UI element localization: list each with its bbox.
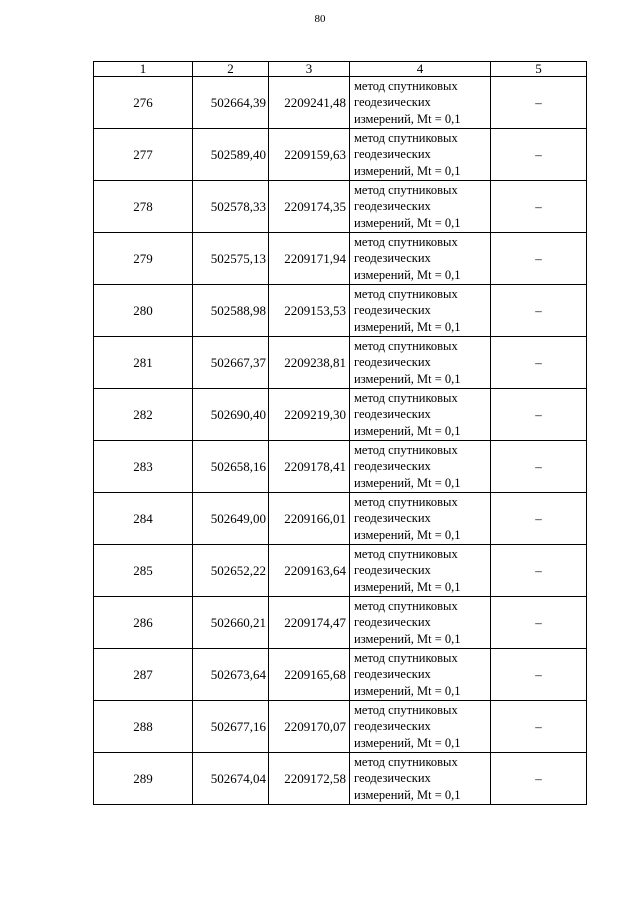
measurement-method	[350, 233, 491, 285]
point-number: 277	[94, 129, 193, 181]
header-col-5: 5	[491, 62, 587, 77]
point-number: 288	[94, 701, 193, 753]
note-cell: –	[491, 649, 587, 701]
table-body	[94, 77, 587, 805]
measurement-method	[350, 649, 491, 701]
method-line: метод спутниковых	[354, 598, 458, 613]
method-line: метод спутниковых	[354, 130, 458, 145]
method-line: геодезических	[354, 303, 431, 318]
measurement-method	[350, 493, 491, 545]
method-line: геодезических	[354, 563, 431, 578]
method-line: измерений, Mt = 0,1	[354, 111, 461, 126]
measurement-method	[350, 597, 491, 649]
header-col-2: 2	[193, 62, 269, 77]
point-number: 281	[94, 337, 193, 389]
note-cell: –	[491, 77, 587, 129]
method-line: измерений, Mt = 0,1	[354, 163, 461, 178]
coordinate-y: 2209171,94	[269, 233, 350, 285]
point-number: 279	[94, 233, 193, 285]
coordinate-x: 502658,16	[193, 441, 269, 493]
method-line: измерений, Mt = 0,1	[354, 215, 461, 230]
point-number: 284	[94, 493, 193, 545]
header-col-1: 1	[94, 62, 193, 77]
measurement-method	[350, 337, 491, 389]
method-line: геодезических	[354, 95, 431, 110]
table-row	[94, 129, 587, 181]
measurement-method	[350, 545, 491, 597]
method-line: геодезических	[354, 407, 431, 422]
measurement-method	[350, 285, 491, 337]
note-cell: –	[491, 233, 587, 285]
point-number: 287	[94, 649, 193, 701]
coordinate-y: 2209174,35	[269, 181, 350, 233]
note-cell: –	[491, 441, 587, 493]
method-line: измерений, Mt = 0,1	[354, 475, 461, 490]
point-number: 289	[94, 753, 193, 805]
method-line: метод спутниковых	[354, 546, 458, 561]
note-cell: –	[491, 545, 587, 597]
coordinate-y: 2209159,63	[269, 129, 350, 181]
note-cell: –	[491, 389, 587, 441]
method-line: метод спутниковых	[354, 182, 458, 197]
note-cell: –	[491, 701, 587, 753]
coordinate-y: 2209153,53	[269, 285, 350, 337]
method-line: измерений, Mt = 0,1	[354, 787, 461, 802]
method-line: геодезических	[354, 199, 431, 214]
coordinate-y: 2209178,41	[269, 441, 350, 493]
page-number: 80	[314, 13, 326, 25]
method-line: метод спутниковых	[354, 78, 458, 93]
coordinate-x: 502660,21	[193, 597, 269, 649]
note-cell: –	[491, 493, 587, 545]
method-line: геодезических	[354, 251, 431, 266]
method-line: измерений, Mt = 0,1	[354, 423, 461, 438]
measurement-method	[350, 753, 491, 805]
note-cell: –	[491, 337, 587, 389]
point-number: 280	[94, 285, 193, 337]
method-line: измерений, Mt = 0,1	[354, 735, 461, 750]
coordinate-x: 502677,16	[193, 701, 269, 753]
measurement-method	[350, 441, 491, 493]
coordinate-x: 502674,04	[193, 753, 269, 805]
method-line: метод спутниковых	[354, 650, 458, 665]
method-line: метод спутниковых	[354, 338, 458, 353]
measurement-method	[350, 129, 491, 181]
point-number: 286	[94, 597, 193, 649]
note-cell: –	[491, 181, 587, 233]
measurement-method	[350, 77, 491, 129]
coordinate-x: 502649,00	[193, 493, 269, 545]
header-col-4: 4	[350, 62, 491, 77]
point-number: 278	[94, 181, 193, 233]
note-cell: –	[491, 285, 587, 337]
method-line: геодезических	[354, 615, 431, 630]
table-row	[94, 389, 587, 441]
table-row	[94, 649, 587, 701]
method-line: измерений, Mt = 0,1	[354, 683, 461, 698]
table-row	[94, 337, 587, 389]
coordinate-x: 502589,40	[193, 129, 269, 181]
method-line: измерений, Mt = 0,1	[354, 631, 461, 646]
point-number: 283	[94, 441, 193, 493]
point-number: 276	[94, 77, 193, 129]
note-cell: –	[491, 597, 587, 649]
method-line: метод спутниковых	[354, 234, 458, 249]
method-line: геодезических	[354, 771, 431, 786]
table-row	[94, 441, 587, 493]
method-line: геодезических	[354, 459, 431, 474]
note-cell: –	[491, 753, 587, 805]
coordinate-y: 2209165,68	[269, 649, 350, 701]
header-col-3: 3	[269, 62, 350, 77]
method-line: геодезических	[354, 511, 431, 526]
note-cell: –	[491, 129, 587, 181]
point-number: 282	[94, 389, 193, 441]
table-row	[94, 285, 587, 337]
coordinate-y: 2209219,30	[269, 389, 350, 441]
coordinate-y: 2209238,81	[269, 337, 350, 389]
table-row	[94, 77, 587, 129]
coordinate-x: 502690,40	[193, 389, 269, 441]
coordinate-y: 2209174,47	[269, 597, 350, 649]
coordinates-table	[93, 61, 587, 805]
measurement-method	[350, 701, 491, 753]
method-line: измерений, Mt = 0,1	[354, 267, 461, 282]
method-line: измерений, Mt = 0,1	[354, 371, 461, 386]
method-line: метод спутниковых	[354, 390, 458, 405]
method-line: геодезических	[354, 667, 431, 682]
table-row	[94, 181, 587, 233]
method-line: метод спутниковых	[354, 702, 458, 717]
method-line: метод спутниковых	[354, 494, 458, 509]
coordinate-y: 2209172,58	[269, 753, 350, 805]
coordinate-x: 502664,39	[193, 77, 269, 129]
measurement-method	[350, 181, 491, 233]
method-line: метод спутниковых	[354, 754, 458, 769]
table-header-row	[94, 62, 587, 77]
coordinate-y: 2209166,01	[269, 493, 350, 545]
coordinate-y: 2209163,64	[269, 545, 350, 597]
coordinate-x: 502578,33	[193, 181, 269, 233]
coordinate-x: 502673,64	[193, 649, 269, 701]
coordinate-x: 502588,98	[193, 285, 269, 337]
measurement-method	[350, 389, 491, 441]
method-line: геодезических	[354, 147, 431, 162]
table-row	[94, 233, 587, 285]
method-line: метод спутниковых	[354, 286, 458, 301]
method-line: измерений, Mt = 0,1	[354, 579, 461, 594]
coordinate-x: 502652,22	[193, 545, 269, 597]
coordinate-y: 2209241,48	[269, 77, 350, 129]
table-row	[94, 597, 587, 649]
method-line: измерений, Mt = 0,1	[354, 319, 461, 334]
table-row	[94, 701, 587, 753]
table-row	[94, 493, 587, 545]
point-number: 285	[94, 545, 193, 597]
method-line: геодезических	[354, 355, 431, 370]
coordinate-x: 502575,13	[193, 233, 269, 285]
table-row	[94, 753, 587, 805]
method-line: геодезических	[354, 719, 431, 734]
method-line: измерений, Mt = 0,1	[354, 527, 461, 542]
coordinate-x: 502667,37	[193, 337, 269, 389]
coordinate-y: 2209170,07	[269, 701, 350, 753]
table-row	[94, 545, 587, 597]
method-line: метод спутниковых	[354, 442, 458, 457]
